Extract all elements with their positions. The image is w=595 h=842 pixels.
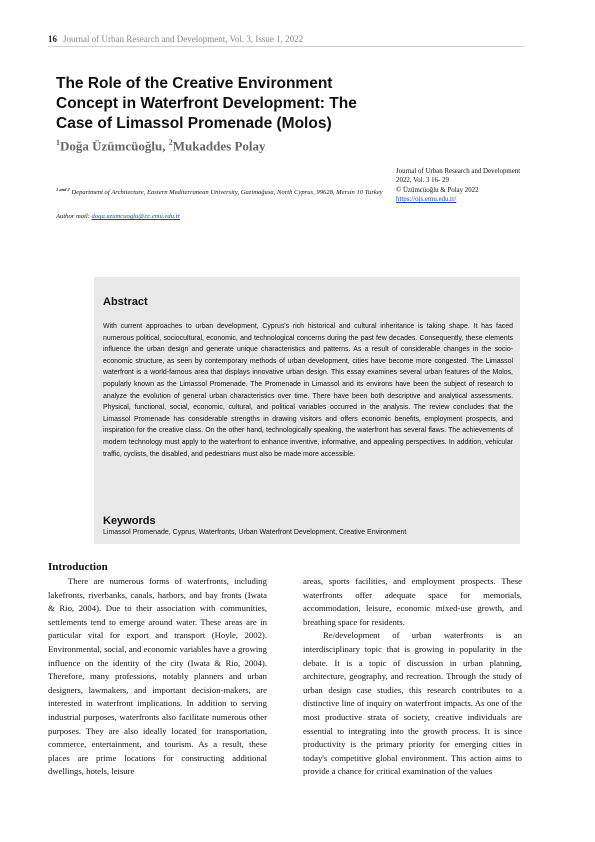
- publication-info: [396, 167, 521, 205]
- author-mail-label: Author mail:: [56, 213, 92, 220]
- introduction-heading: Introduction: [48, 561, 108, 573]
- affiliation-text: Department of Architecture, Eastern Mediterranean University, Gazimağusa, North Cyprus, 99628, Mersin 10 Turkey: [69, 189, 383, 197]
- pubinfo-volume: 2022, Vol. 3 16- 29: [396, 177, 449, 185]
- keywords-text: Limassol Promenade, Cyprus, Waterfronts, Urban Waterfront Development, Creative Environment: [103, 529, 407, 536]
- author-1-sup: 1: [56, 138, 60, 147]
- abstract-heading: Abstract: [103, 296, 148, 308]
- affiliation: [56, 185, 386, 198]
- pubinfo-url-link[interactable]: https://ojs.emu.edu.tr/: [396, 196, 457, 204]
- author-separator: ,: [162, 138, 169, 154]
- abstract-box: [94, 277, 520, 544]
- paper-title: The Role of the Creative Environment Concept in Waterfront Development: The Case of Limassol Promenade (Molos): [56, 75, 357, 132]
- header-divider: [48, 46, 524, 47]
- body-column-right: [303, 575, 522, 835]
- body-column-left: [48, 575, 267, 835]
- pubinfo-copyright: © Üzümcüoğlu & Polay 2022: [396, 186, 479, 194]
- abstract-text: With current approaches to urban development, Cyprus's rich historical and cultural inheritance is taking shape. It has faced numerous political, sociocultural, economic, and technological concerns during the past few decades. Consequently, these elements influence the urban design and generate unique characteristics and patterns. As a result of considerable changes in the socio-economic structure, as seen by contemporary methods of urban development, cities have become more congested. The Limassol waterfront is a world-famous area that displays innovative urban design. This essay examines several urban features of the Molos, popularly known as the Limassol Promenade. The Promenade in Limassol and its environs have been the subject of research to analyze the evolution of general urban characteristics over time. There have been both descriptive and analytical assessments. Physical, functional, social, economic, cultural, and political variables occurred in the analysis. The review concludes that the Limassol Promenade has considerable strengths in drawing visitors and offers economic benefits, employment prospects, and inspiration for the creative class. On the other hand, technologically speaking, the waterfront has several flaws. The achievements of modern technology must apply to the waterfront to enhance inventive, informative, and appealing perspectives. In addition, vehicular traffic, cyclists, the disabled, and pedestrians must also be made more accessible.: [103, 323, 513, 458]
- keywords-heading: Keywords: [103, 515, 156, 527]
- intro-paragraph-2: Re/development of urban waterfronts is an interdisciplinary topic that is growing in popularity in the debate. It is a topic of discussion in urban planning, architecture, geography, and recreation. Through the study of urban design case studies, this research contributes to a distinctive line of inquiry on waterfront impacts. As one of the most productive strata of society, creative individuals are essential to integrating into the growth process. It is since productivity is the primary priority for emerging cities in today's competitive global environment. This action aims to provide a chance for critical examination of the values: [303, 630, 522, 777]
- intro-paragraph-1: There are numerous forms of waterfronts, including lakefronts, riverbanks, canals, harbors, and bay fronts (Iwata & Rio, 2004). Due to their association with communities, settlements tend to emerge around water. These areas are in particular vital for export and transport (Hoyle, 2002). Environmental, social, and economic variables have a growing influence on the identity of the city (Iwata & Rio, 2004). Therefore, many professions, notably planners and urban designers, lawmakers, and important decision-makers, are interested in waterfront implications. In addition to serving industrial purposes, waterfronts also facilitate numerous other purposes. They are also ideally located for transportation, commerce, entertainment, and tourism. As a result, these places are prime locations for constructing additional dwellings, hotels, leisure: [48, 576, 267, 777]
- pubinfo-journal: Journal of Urban Research and Development: [396, 168, 521, 175]
- author-1-name: Doğa Üzümcüoğlu: [60, 138, 163, 154]
- authors-line: [56, 138, 266, 154]
- intro-paragraph-1-continued: areas, sports facilities, and employment prospects. These waterfronts offer adequate space for memorials, accommodation, leisure, economic mixed-use growth, and breathing space for residents.: [303, 576, 522, 627]
- affiliation-sup: 1 and 2: [56, 187, 70, 192]
- author-mail: [56, 213, 180, 220]
- author-2-sup: 2: [168, 138, 173, 147]
- running-header: [48, 34, 524, 44]
- author-email-link[interactable]: doga.uzumcuoglu@cc.emu.edu.tr: [91, 213, 181, 220]
- author-2-name: Mukaddes Polay: [172, 138, 266, 154]
- journal-line: Journal of Urban Research and Development, Vol. 3, Issue 1, 2022: [63, 34, 304, 44]
- page-number: 16: [48, 34, 57, 44]
